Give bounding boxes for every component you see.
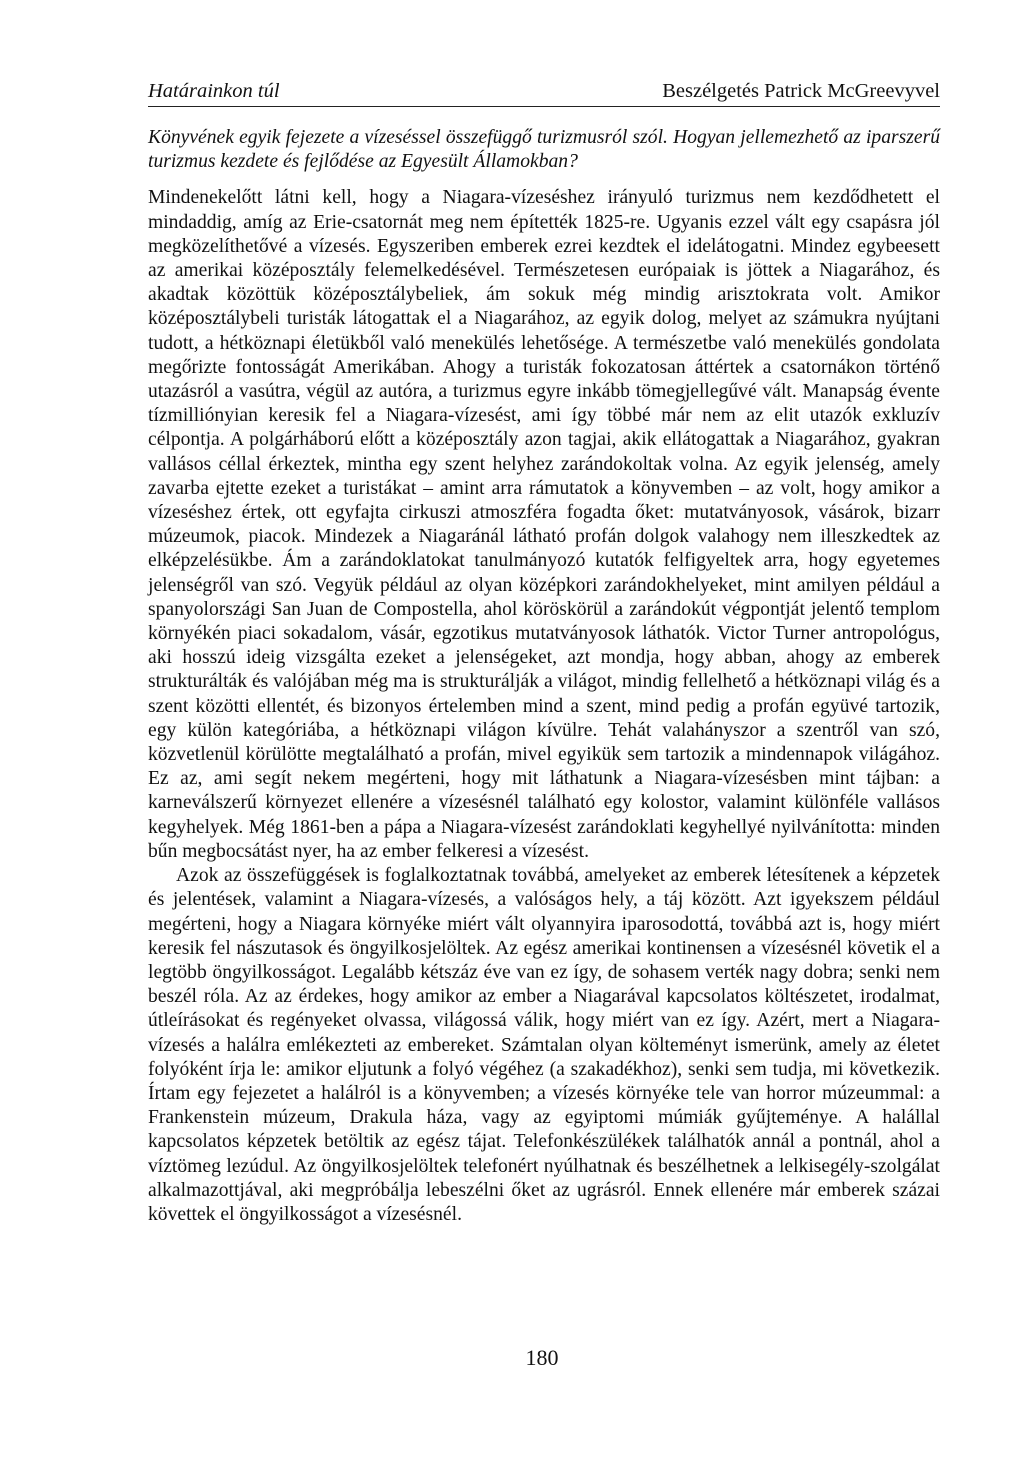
answer-paragraph-1: Mindenekelőtt látni kell, hogy a Niagara-vízeséshez irányuló turizmus nem kezdődhetett el mindaddig, amíg az Erie-csatornát meg nem építették 1825-re. Ugyanis ezzel vált egy csapásra jól megközelíthetővé a vízesés. Egyszeriben emberek ezrei kezdtek el idelátogatni. Mindez egybeesett az amerikai középosztály felemelkedésével. Természetesen európaiak is jöttek a Niagarához, és akadtak közöttük középosztálybeliek, ám sokuk még mindig arisztokrata volt. Amikor középosztálybeli turisták látogattak el a Niagarához, az egyik dolog, melyet az számukra nyújtani tudott, a hétköznapi életükből való menekülés lehetősége. A természetbe való menekülés gondolata megőrizte fontosságát Amerikában. Ahogy a turisták fokozatosan áttértek a csatornákon történő utazásról a vasútra, végül az autóra, a turizmus egyre inkább tömegjellegűvé vált. Manapság évente tízmilliónyian keresik fel a Niagara-vízesést, ami így többé már nem az elit utazók exkluzív célpontja. A polgárháború előtt a középosztály azon tagjai, akik ellátogattak a Niagarához, gyakran vallásos céllal érkeztek, mintha egy szent helyhez zarándokoltak volna. Az egyik jelenség, amely zavarba ejtette ezeket a turistákat – amint arra rámutatok a könyvemben – az volt, hogy amikor a vízeséshez értek, ott egyfajta cirkuszi atmoszféra fogadta őket: mutatványosok, vásárok, bizarr múzeumok, piacok. Mindezek a Niagaránál látható profán dolgok valahogy nem illeszkedtek az elképzelésükbe. Ám a zarándoklatokat tanulmányozó kutatók felfigyeltek arra, hogy egyetemes jelenségről van szó. Vegyük például az olyan középkori zarándokhelyeket, mint amilyen például a spanyolországi San Juan de Compostella, ahol köröskörül a zarándokút végpontját jelentő templom környékén piaci sokadalom, vásár, egzotikus mutatványosok láthatók. Victor Turner antropológus, aki hosszú ideig vizsgálta ezeket a jelenségeket, azt mondja, hogy abban, ahogy az emberek strukturálták és valójában még ma is strukturálják a világot, mindig fellelhető a hétköznapi világ és a szent közötti ellentét, és bizonyos értelemben mind a szent, mind pedig a profán együvé tartozik, egy külön kategóriába, a hétköznapi világon kívülre. Tehát valahányszor a szentről van szó, közvetlenül körülötte megtalálható a profán, mivel egyikük sem tartozik a mindennapok világához. Ez az, ami segít nekem megérteni, hogy mit láthatunk a Niagara-vízesésben mint tájban: a karneválszerű környezet ellenére a vízesésnél található egy kolostor, valamint különféle vallásos kegyhelyek. Még 1861-ben a pápa a Niagara-vízesést zarándoklati kegyhellyé nyilvánította: minden bűn megbocsátást nyer, ha az ember felkeresi a vízesést. — [148, 187, 940, 862]
article-body — [148, 126, 940, 1227]
page-number: 180 — [525, 1345, 559, 1370]
header-section-title: Határainkon túl — [148, 80, 280, 102]
running-header — [148, 73, 940, 107]
header-article-title: Beszélgetés Patrick McGreevyvel — [662, 80, 940, 102]
interview-question: Könyvének egyik fejezete a vízeséssel összefüggő turizmusról szól. Hogyan jellemezhető az iparszerű turizmus kezdete és fejlődése az Egyesült Államokban? — [148, 127, 940, 173]
answer-paragraph-2: Azok az összefüggések is foglalkoztatnak továbbá, amelyeket az emberek létesítenek a képzetek és jelentések, valamint a Niagara-vízesés, a valóságos hely, a táj között. Azt igyekszem például megérteni, hogy a Niagara környéke miért vált olyannyira iparosodottá, továbbá azt is, hogy miért keresik fel nászutasok és öngyilkosjelöltek. Az egész amerikai kontinensen a vízesésnél követik el a legtöbb öngyilkosságot. Legalább kétszáz éve van ez így, de sohasem verték nagy dobra; senki nem beszél róla. Az az érdekes, hogy amikor az ember a Niagarával kapcsolatos költészetet, irodalmat, útleírásokat és regényeket olvassa, világossá válik, hogy miért van ez így. Azért, mert a Niagara-vízesés a halálra emlékezteti az embereket. Számtalan olyan költeményt ismerünk, amely az életet folyóként írja le: amikor eljutunk a folyó végéhez (a szakadékhoz), senki sem tudja, mi következik. Írtam egy fejezetet a halálról is a könyvemben; a vízesés környéke tele van horror múzeummal: a Frankenstein múzeum, Drakula háza, vagy az egyiptomi múmiák gyűjteménye. A halállal kapcsolatos képzetek betöltik az egész tájat. Telefonkészülékek találhatók annál a pontnál, ahol a víztömeg lezúdul. Az öngyilkosjelöltek telefonért nyúlhatnak és beszélhetnek a lelkisegély-szolgálat alkalmazottjával, aki megpróbálja lebeszélni őket az ugrásról. Ennek ellenére már emberek százai követtek el öngyilkosságot a vízesésnél. — [148, 865, 940, 1225]
